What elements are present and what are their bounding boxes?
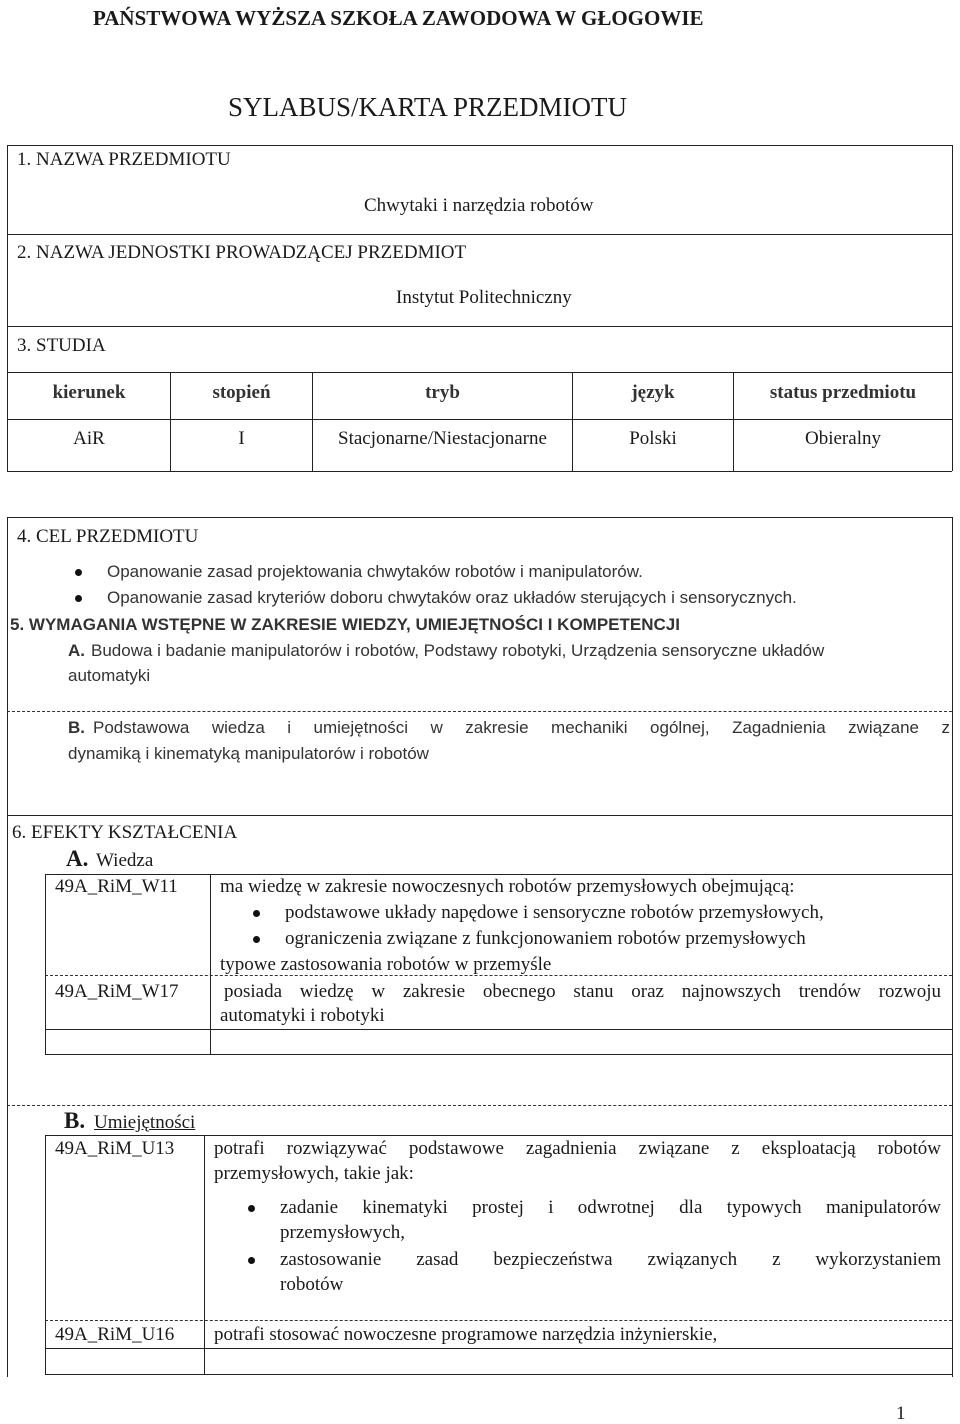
section-4-label: 4. CEL PRZEDMIOTU bbox=[17, 526, 199, 547]
umiejetnosci-u13-line-2: przemysłowych, takie jak: bbox=[214, 1163, 414, 1184]
wiedza-w11-item-1: podstawowe układy napędowe i sensoryczne robotów przemysłowych, bbox=[285, 902, 824, 923]
prereq-divider bbox=[7, 711, 952, 712]
umiejetnosci-u13-item-2-line-2: robotów bbox=[280, 1274, 344, 1295]
section-3-label: 3. STUDIA bbox=[17, 335, 106, 356]
wiedza-marker: A. bbox=[66, 846, 89, 871]
wiedza-w17-line-2: automatyki i robotyki bbox=[220, 1005, 385, 1026]
studies-value-jezyk: Polski bbox=[629, 428, 677, 449]
goal-bullet-2 bbox=[75, 595, 82, 602]
umiejetnosci-u16-text: potrafi stosować nowoczesne programowe narzędzia inżynierskie, bbox=[214, 1324, 718, 1345]
studies-header-status: status przedmiotu bbox=[769, 382, 917, 403]
studies-header-stopien: stopień bbox=[212, 382, 271, 403]
unit-name-value: Instytut Politechniczny bbox=[396, 287, 572, 308]
umiejetnosci-u13-code: 49A_RiM_U13 bbox=[55, 1138, 175, 1159]
umiejetnosci-u13-bullet-2 bbox=[248, 1257, 255, 1264]
studies-value-kierunek: AiR bbox=[73, 428, 105, 449]
prereq-b-marker: B. bbox=[68, 718, 85, 737]
wiedza-w17-line-1: posiada wiedzę w zakresie obecnego stanu oraz najnowszych trendów rozwoju bbox=[224, 981, 941, 1002]
studies-header-kierunek: kierunek bbox=[52, 382, 126, 403]
prereq-a-line-1: Budowa i badanie manipulatorów i robotów, Podstawy robotyki, Urządzenia sensoryczne układów bbox=[91, 641, 825, 660]
wiedza-w11-item-2: ograniczenia związane z funkcjonowaniem robotów przemysłowych bbox=[285, 928, 806, 949]
prereq-a-marker: A. bbox=[68, 641, 85, 660]
section-2-label: 2. NAZWA JEDNOSTKI PROWADZĄCEJ PRZEDMIOT bbox=[17, 242, 467, 263]
wiedza-w11-bullet-1 bbox=[253, 910, 260, 917]
wiedza-w11-code: 49A_RiM_W11 bbox=[55, 876, 178, 897]
school-name: PAŃSTWOWA WYŻSZA SZKOŁA ZAWODOWA W GŁOGOWIE bbox=[93, 6, 704, 30]
wiedza-w11-outro: typowe zastosowania robotów w przemyśle bbox=[220, 954, 552, 975]
studies-header-tryb: tryb bbox=[425, 382, 460, 403]
studies-value-tryb: Stacjonarne/Niestacjonarne bbox=[338, 428, 547, 449]
studies-header-jezyk: język bbox=[631, 382, 675, 403]
goal-bullet-1 bbox=[75, 569, 82, 576]
page-number: 1 bbox=[896, 1403, 906, 1424]
umiejetnosci-heading: Umiejętności bbox=[94, 1112, 196, 1133]
studies-value-stopien: I bbox=[238, 428, 245, 449]
section-1-label: 1. NAZWA PRZEDMIOTU bbox=[17, 149, 231, 170]
umiejetnosci-u13-bullet-1 bbox=[248, 1205, 255, 1212]
document-title: SYLABUS/KARTA PRZEDMIOTU bbox=[228, 92, 628, 122]
umiejetnosci-u13-line-1: potrafi rozwiązywać podstawowe zagadnienia związane z eksploatacją robotów bbox=[214, 1138, 941, 1159]
studies-value-status: Obieralny bbox=[805, 428, 881, 449]
wiedza-heading: Wiedza bbox=[96, 850, 154, 871]
prereq-a-line-2: automatyki bbox=[68, 666, 151, 685]
goal-item-1: Opanowanie zasad projektowania chwytaków robotów i manipulatorów. bbox=[107, 562, 643, 581]
wiedza-w11-intro: ma wiedzę w zakresie nowoczesnych robotów przemysłowych obejmującą: bbox=[220, 876, 795, 897]
umiejetnosci-u13-item-1-line-1: zadanie kinematyki prostej i odwrotnej dla typowych manipulatorów bbox=[280, 1197, 941, 1218]
prereq-b-line-1: Podstawowa wiedza i umiejętności w zakresie mechaniki ogólnej, Zagadnienia związane z bbox=[93, 718, 950, 737]
subject-name-value: Chwytaki i narzędzia robotów bbox=[364, 195, 594, 216]
umiejetnosci-u13-item-1-line-2: przemysłowych, bbox=[280, 1222, 406, 1243]
prereq-b-line-2: dynamiką i kinematyką manipulatorów i robotów bbox=[68, 744, 429, 763]
goal-item-2: Opanowanie zasad kryteriów doboru chwytaków oraz układów sterujących i sensorycznych. bbox=[107, 588, 797, 607]
section-5-label: 5. WYMAGANIA WSTĘPNE W ZAKRESIE WIEDZY, UMIEJĘTNOŚCI I KOMPETENCJI bbox=[10, 615, 680, 634]
wiedza-w17-code: 49A_RiM_W17 bbox=[55, 981, 179, 1002]
umiejetnosci-marker: B. bbox=[64, 1108, 86, 1133]
umiejetnosci-u16-code: 49A_RiM_U16 bbox=[55, 1324, 175, 1345]
umiejetnosci-u13-item-2-line-1: zastosowanie zasad bezpieczeństwa związanych z wykorzystaniem bbox=[280, 1249, 941, 1270]
section-6-label: 6. EFEKTY KSZTAŁCENIA bbox=[12, 822, 238, 843]
wiedza-w11-bullet-2 bbox=[253, 936, 260, 943]
